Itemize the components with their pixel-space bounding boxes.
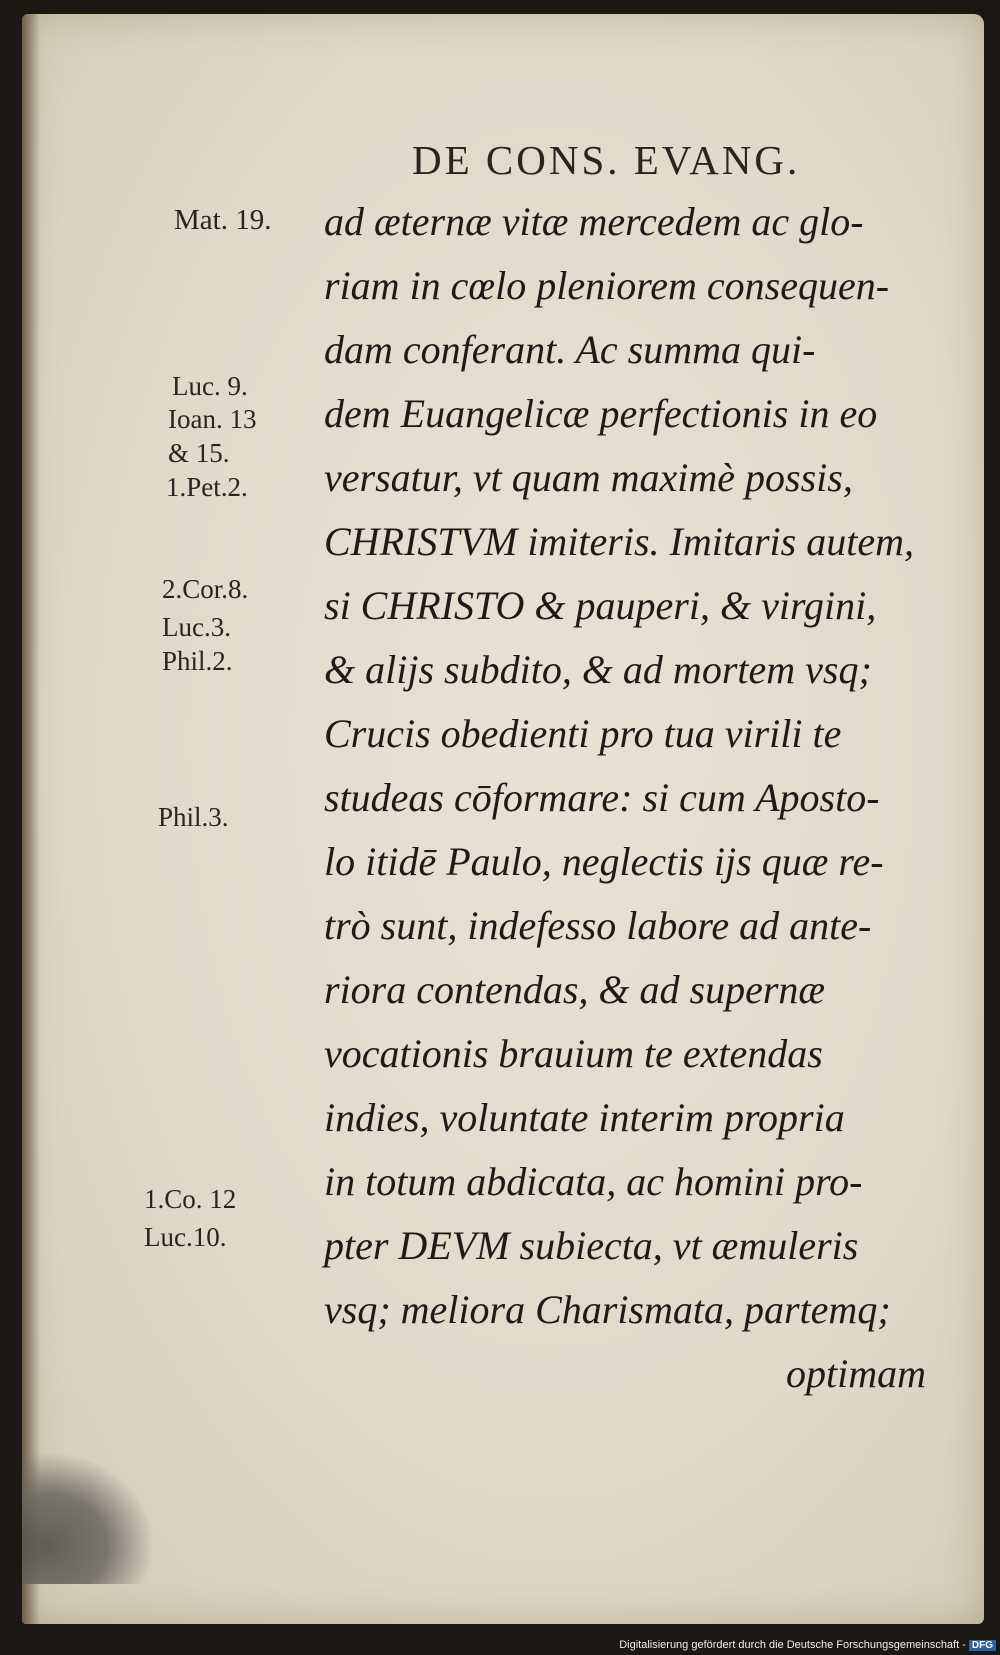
margin-note: Luc. 9. — [172, 371, 248, 401]
text-line: lo itidē Paulo, neglectis ijs quæ re- — [324, 839, 884, 884]
margin-note: 1.Co. 12 — [144, 1184, 237, 1214]
page-stain — [22, 1454, 152, 1584]
text-line: indies, voluntate interim propria — [324, 1095, 845, 1140]
running-header: DE CONS. EVANG. — [412, 137, 801, 183]
text-line: studeas cōformare: si cum Aposto- — [324, 775, 880, 820]
text-line: versatur, vt quam maximè possis, — [324, 455, 853, 500]
text-line: vsq; meliora Charismata, partemq; — [324, 1287, 891, 1332]
margin-note: 1.Pet.2. — [166, 472, 248, 502]
text-line: riam in cœlo pleniorem consequen- — [324, 263, 890, 308]
text-line: vocationis brauium te extendas — [324, 1031, 823, 1076]
text-line: Crucis obedienti pro tua virili te — [324, 711, 842, 756]
text-line: trò sunt, indefesso labore ad ante- — [324, 903, 872, 948]
catchword: optimam — [786, 1351, 926, 1396]
digitization-credit — [619, 1639, 996, 1651]
text-line: pter DEVM subiecta, vt æmuleris — [324, 1223, 859, 1268]
book-page — [22, 14, 984, 1624]
text-line: in totum abdicata, ac homini pro- — [324, 1159, 863, 1204]
text-line: ad æternæ vitæ mercedem ac glo- — [324, 199, 864, 244]
margin-note: Ioan. 13 — [168, 404, 257, 434]
margin-note: Phil.2. — [162, 646, 233, 676]
margin-note: & 15. — [168, 438, 230, 468]
page-gutter-shadow — [22, 14, 40, 1624]
text-line: si CHRISTO & pauperi, & virgini, — [324, 583, 877, 628]
margin-note: Mat. 19. — [174, 204, 272, 236]
margin-note: 2.Cor.8. — [162, 574, 249, 604]
text-line: dam conferant. Ac summa qui- — [324, 327, 816, 372]
text-line: riora contendas, & ad supernæ — [324, 967, 826, 1012]
margin-note: Luc.10. — [144, 1222, 227, 1252]
margin-note: Phil.3. — [158, 802, 229, 832]
credit-text: Digitalisierung gefördert durch die Deutsche Forschungsgemeinschaft - — [619, 1639, 966, 1651]
text-line: dem Euangelicæ perfectionis in eo — [324, 391, 878, 436]
margin-note: Luc.3. — [162, 612, 231, 642]
dfg-logo: DFG — [969, 1640, 996, 1651]
text-line: CHRISTVM imiteris. Imitaris autem, — [324, 519, 914, 564]
text-line: & alijs subdito, & ad mortem vsq; — [324, 647, 872, 692]
